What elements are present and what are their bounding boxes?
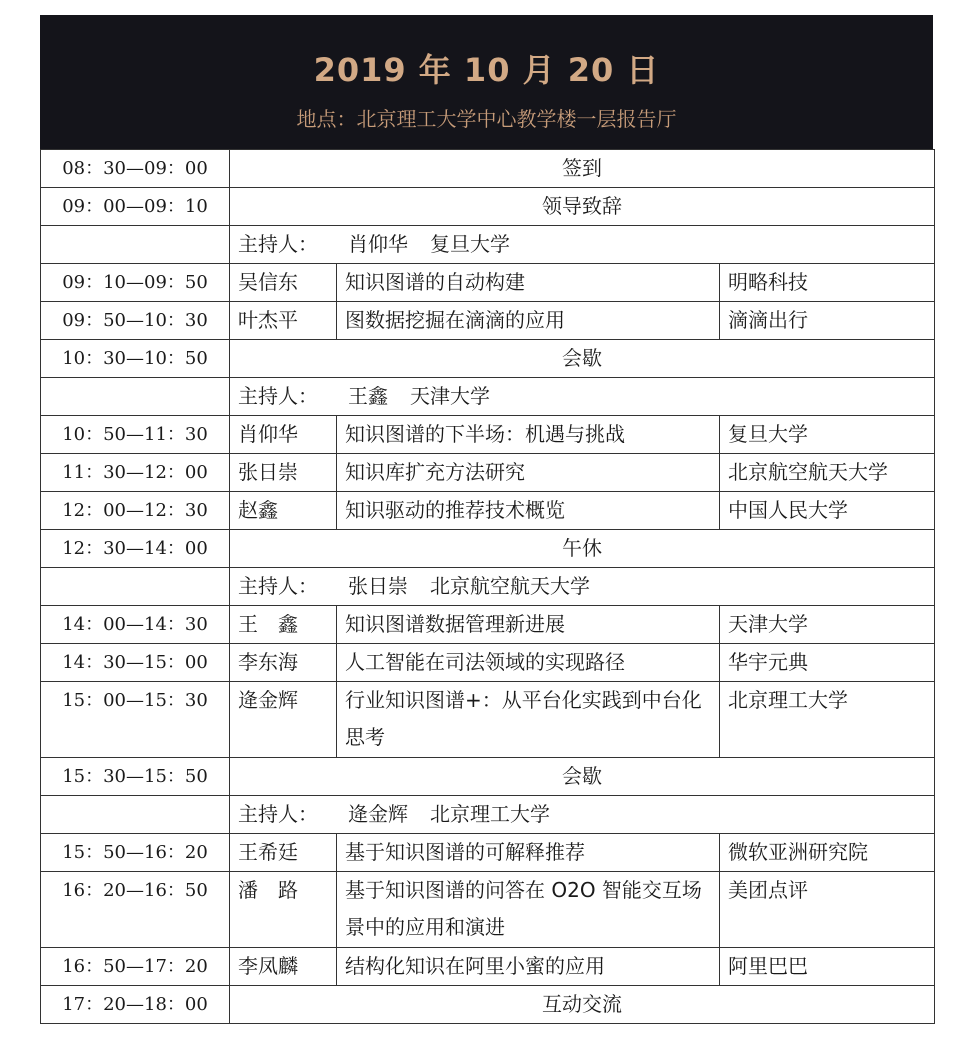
host-cell <box>230 378 935 416</box>
schedule-row-host <box>41 226 935 264</box>
speaker-cell: 叶杰平 <box>230 302 337 340</box>
time-cell: 16：50—17：20 <box>41 948 230 986</box>
schedule-row-talk <box>41 302 935 340</box>
schedule-row-event <box>41 758 935 796</box>
schedule-row-host <box>41 378 935 416</box>
host-cell <box>230 568 935 606</box>
host-org: 北京理工大学 <box>430 802 550 826</box>
host-label: 主持人： <box>238 574 318 598</box>
speaker-cell: 李凤麟 <box>230 948 337 986</box>
affiliation-cell: 明略科技 <box>720 264 935 302</box>
event-label: 会歇 <box>230 340 935 378</box>
time-cell-empty <box>41 796 230 834</box>
time-cell: 09：50—10：30 <box>41 302 230 340</box>
talk-title-cell: 结构化知识在阿里小蜜的应用 <box>337 948 720 986</box>
time-cell: 15：50—16：20 <box>41 834 230 872</box>
schedule-row-event <box>41 340 935 378</box>
schedule-row-talk <box>41 644 935 682</box>
speaker-cell: 潘 路 <box>230 872 337 948</box>
time-cell: 12：00—12：30 <box>41 492 230 530</box>
schedule-row-talk <box>41 948 935 986</box>
schedule-row-event <box>41 986 935 1024</box>
host-org: 复旦大学 <box>430 232 510 256</box>
time-cell: 17：20—18：00 <box>41 986 230 1024</box>
talk-title-cell: 知识库扩充方法研究 <box>337 454 720 492</box>
talk-title-cell: 基于知识图谱的问答在 O2O 智能交互场景中的应用和演进 <box>337 872 720 948</box>
host-name: 逄金辉 <box>348 802 408 826</box>
host-label: 主持人： <box>238 802 318 826</box>
host-label: 主持人： <box>238 384 318 408</box>
affiliation-cell: 美团点评 <box>720 872 935 948</box>
schedule-row-host <box>41 796 935 834</box>
time-cell: 11：30—12：00 <box>41 454 230 492</box>
affiliation-cell: 北京理工大学 <box>720 682 935 758</box>
time-cell: 08：30—09：00 <box>41 150 230 188</box>
time-cell-empty <box>41 568 230 606</box>
time-cell: 15：00—15：30 <box>41 682 230 758</box>
speaker-cell: 赵鑫 <box>230 492 337 530</box>
event-date: 2019 年 10 月 20 日 <box>313 51 660 89</box>
host-org: 北京航空航天大学 <box>430 574 590 598</box>
talk-title-cell: 知识图谱的自动构建 <box>337 264 720 302</box>
speaker-cell: 肖仰华 <box>230 416 337 454</box>
talk-title-cell: 人工智能在司法领域的实现路径 <box>337 644 720 682</box>
host-cell <box>230 796 935 834</box>
talk-title-cell: 基于知识图谱的可解释推荐 <box>337 834 720 872</box>
event-label: 领导致辞 <box>230 188 935 226</box>
schedule-row-event <box>41 188 935 226</box>
time-cell: 10：30—10：50 <box>41 340 230 378</box>
event-label: 签到 <box>230 150 935 188</box>
speaker-cell: 李东海 <box>230 644 337 682</box>
affiliation-cell: 复旦大学 <box>720 416 935 454</box>
host-cell <box>230 226 935 264</box>
event-label: 互动交流 <box>230 986 935 1024</box>
schedule-header <box>40 15 933 149</box>
affiliation-cell: 滴滴出行 <box>720 302 935 340</box>
schedule-row-talk <box>41 872 935 948</box>
affiliation-cell: 北京航空航天大学 <box>720 454 935 492</box>
speaker-cell: 张日崇 <box>230 454 337 492</box>
talk-title-cell: 知识图谱数据管理新进展 <box>337 606 720 644</box>
event-label: 午休 <box>230 530 935 568</box>
time-cell-empty <box>41 378 230 416</box>
event-label: 会歇 <box>230 758 935 796</box>
schedule-row-talk <box>41 606 935 644</box>
time-cell: 09：00—09：10 <box>41 188 230 226</box>
schedule-row-talk <box>41 454 935 492</box>
schedule-row-talk <box>41 834 935 872</box>
host-org: 天津大学 <box>410 384 490 408</box>
host-name: 肖仰华 <box>348 232 408 256</box>
schedule-row-event <box>41 530 935 568</box>
schedule-row-host <box>41 568 935 606</box>
time-cell: 14：00—14：30 <box>41 606 230 644</box>
talk-title-cell: 知识驱动的推荐技术概览 <box>337 492 720 530</box>
affiliation-cell: 中国人民大学 <box>720 492 935 530</box>
time-cell: 15：30—15：50 <box>41 758 230 796</box>
schedule-table <box>40 149 935 1024</box>
talk-title-cell: 知识图谱的下半场：机遇与挑战 <box>337 416 720 454</box>
host-label: 主持人： <box>238 232 318 256</box>
host-name: 张日崇 <box>348 574 408 598</box>
time-cell-empty <box>41 226 230 264</box>
speaker-cell: 王 鑫 <box>230 606 337 644</box>
speaker-cell: 逄金辉 <box>230 682 337 758</box>
time-cell: 14：30—15：00 <box>41 644 230 682</box>
time-cell: 16：20—16：50 <box>41 872 230 948</box>
affiliation-cell: 微软亚洲研究院 <box>720 834 935 872</box>
time-cell: 10：50—11：30 <box>41 416 230 454</box>
affiliation-cell: 阿里巴巴 <box>720 948 935 986</box>
schedule-row-talk <box>41 492 935 530</box>
event-venue: 地点：北京理工大学中心教学楼一层报告厅 <box>296 107 677 131</box>
talk-title-cell: 行业知识图谱+：从平台化实践到中台化思考 <box>337 682 720 758</box>
affiliation-cell: 华宇元典 <box>720 644 935 682</box>
talk-title-cell: 图数据挖掘在滴滴的应用 <box>337 302 720 340</box>
schedule-row-talk <box>41 416 935 454</box>
schedule-row-event <box>41 150 935 188</box>
speaker-cell: 吴信东 <box>230 264 337 302</box>
schedule-row-talk <box>41 264 935 302</box>
time-cell: 12：30—14：00 <box>41 530 230 568</box>
affiliation-cell: 天津大学 <box>720 606 935 644</box>
host-name: 王鑫 <box>348 384 388 408</box>
schedule-row-talk <box>41 682 935 758</box>
speaker-cell: 王希廷 <box>230 834 337 872</box>
time-cell: 09：10—09：50 <box>41 264 230 302</box>
